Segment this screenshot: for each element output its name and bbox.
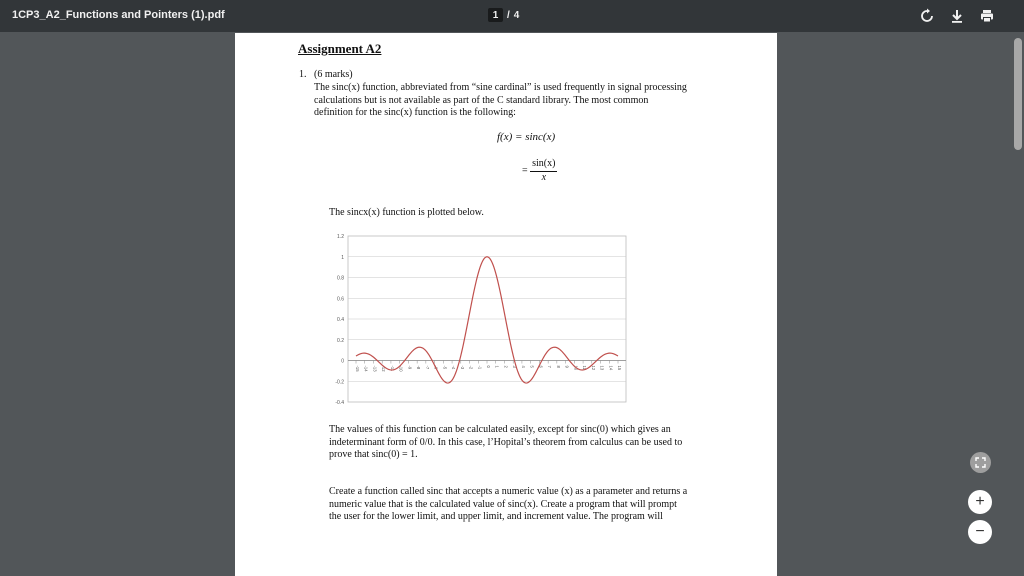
x-tick-label: 7 bbox=[547, 365, 553, 368]
x-tick-label: 5 bbox=[529, 365, 535, 368]
x-tick-label: 4 bbox=[520, 365, 526, 368]
y-tick-label: 1 bbox=[341, 254, 344, 261]
x-tick-label: 1 bbox=[494, 365, 500, 368]
x-tick-label: -4 bbox=[451, 365, 457, 370]
x-tick-label: 11 bbox=[582, 365, 588, 370]
x-tick-label: -5 bbox=[442, 365, 448, 370]
fit-page-button[interactable] bbox=[970, 452, 991, 473]
x-tick-label: -12 bbox=[381, 365, 387, 372]
y-tick-label: 0 bbox=[341, 358, 344, 365]
y-tick-label: 0.4 bbox=[337, 317, 344, 323]
total-pages: 4 bbox=[513, 9, 520, 21]
toolbar-actions bbox=[918, 7, 996, 25]
x-tick-label: 0 bbox=[486, 365, 491, 368]
paragraph-line: calculations but is not available as part of the C standard library. The most common bbox=[314, 94, 649, 106]
x-tick-label: -2 bbox=[468, 365, 474, 370]
third-paragraph bbox=[329, 486, 749, 524]
print-icon[interactable] bbox=[978, 7, 996, 25]
page-separator: / bbox=[507, 9, 510, 21]
y-tick-label: 0.8 bbox=[337, 275, 344, 282]
x-tick-label: 6 bbox=[538, 365, 544, 368]
paragraph-line: Create a function called sinc that accepts a numeric value (x) as a parameter and returns a bbox=[329, 486, 688, 497]
fraction-numerator: sin(x) bbox=[530, 158, 557, 172]
download-icon[interactable] bbox=[948, 7, 966, 25]
x-tick-label: -1 bbox=[477, 365, 483, 370]
paragraph-line: the user for the lower limit, and upper limit, and increment value. The program will bbox=[329, 511, 663, 522]
fraction bbox=[530, 158, 557, 184]
x-tick-label: -11 bbox=[389, 365, 395, 372]
fraction-denominator: x bbox=[541, 171, 547, 183]
question-number: 1. (6 marks) bbox=[299, 69, 353, 80]
paragraph-line: The sinc(x) function, abbreviated from “sine cardinal” is used frequently in signal processing bbox=[314, 82, 687, 93]
y-tick-label: -0.4 bbox=[335, 400, 344, 406]
fit-page-icon bbox=[975, 457, 986, 468]
rotate-icon[interactable] bbox=[918, 7, 936, 25]
x-tick-label: -9 bbox=[407, 365, 413, 370]
x-tick-label: 9 bbox=[564, 365, 570, 368]
x-tick-label: 10 bbox=[573, 365, 579, 371]
y-tick-label: 0.2 bbox=[337, 337, 344, 344]
x-tick-label: -13 bbox=[372, 365, 378, 372]
page-indicator bbox=[488, 8, 519, 22]
assignment-heading: Assignment A2 bbox=[298, 41, 382, 56]
equation-fraction bbox=[522, 158, 557, 184]
paragraph-line: definition for the sinc(x) function is the following: bbox=[314, 107, 516, 118]
zoom-out-button[interactable]: − bbox=[968, 520, 992, 544]
zoom-in-button[interactable]: + bbox=[968, 490, 992, 514]
paragraph-line: indeterminant form of 0/0. In this case, l’Hopital’s theorem from calculus can be used to bbox=[329, 436, 683, 448]
pdf-toolbar bbox=[0, 0, 1024, 32]
pdf-page bbox=[235, 33, 777, 576]
x-tick-label: -6 bbox=[433, 365, 439, 370]
x-tick-label: -15 bbox=[355, 365, 360, 372]
x-tick-label: 14 bbox=[608, 365, 614, 371]
paragraph-line: prove that sinc(0) = 1. bbox=[329, 449, 418, 460]
intro-paragraph bbox=[314, 82, 754, 120]
equation-definition: f(x) = sinc(x) bbox=[497, 131, 556, 143]
x-tick-label: 13 bbox=[599, 365, 605, 371]
x-tick-label: 12 bbox=[590, 365, 596, 371]
x-tick-label: -7 bbox=[424, 365, 430, 370]
scrollbar-thumb[interactable] bbox=[1014, 38, 1022, 150]
second-paragraph bbox=[329, 424, 749, 462]
x-tick-label: 2 bbox=[503, 365, 509, 368]
x-tick-label: -8 bbox=[416, 365, 422, 370]
x-tick-label: -3 bbox=[459, 365, 465, 370]
y-tick-label: -0.2 bbox=[335, 379, 344, 386]
current-page-input[interactable]: 1 bbox=[488, 8, 503, 22]
x-tick-label: 8 bbox=[555, 365, 561, 368]
paragraph-line: numeric value that is the calculated value of sinc(x). Create a program that will prompt bbox=[329, 498, 677, 510]
x-tick-label: 3 bbox=[512, 365, 518, 368]
y-tick-label: 1.2 bbox=[337, 234, 344, 240]
sinc-chart bbox=[328, 230, 633, 408]
x-tick-label: -10 bbox=[398, 365, 404, 372]
equals-sign: = bbox=[522, 165, 528, 177]
x-tick-label: -14 bbox=[363, 365, 369, 372]
x-tick-label: 15 bbox=[617, 365, 622, 371]
y-tick-label: 0.6 bbox=[337, 296, 344, 303]
plot-caption: The sincx(x) function is plotted below. bbox=[329, 207, 484, 218]
document-title: 1CP3_A2_Functions and Pointers (1).pdf bbox=[12, 9, 225, 21]
question-marks: (6 marks) bbox=[314, 69, 353, 80]
paragraph-line: The values of this function can be calculated easily, except for sinc(0) which gives an bbox=[329, 424, 671, 435]
